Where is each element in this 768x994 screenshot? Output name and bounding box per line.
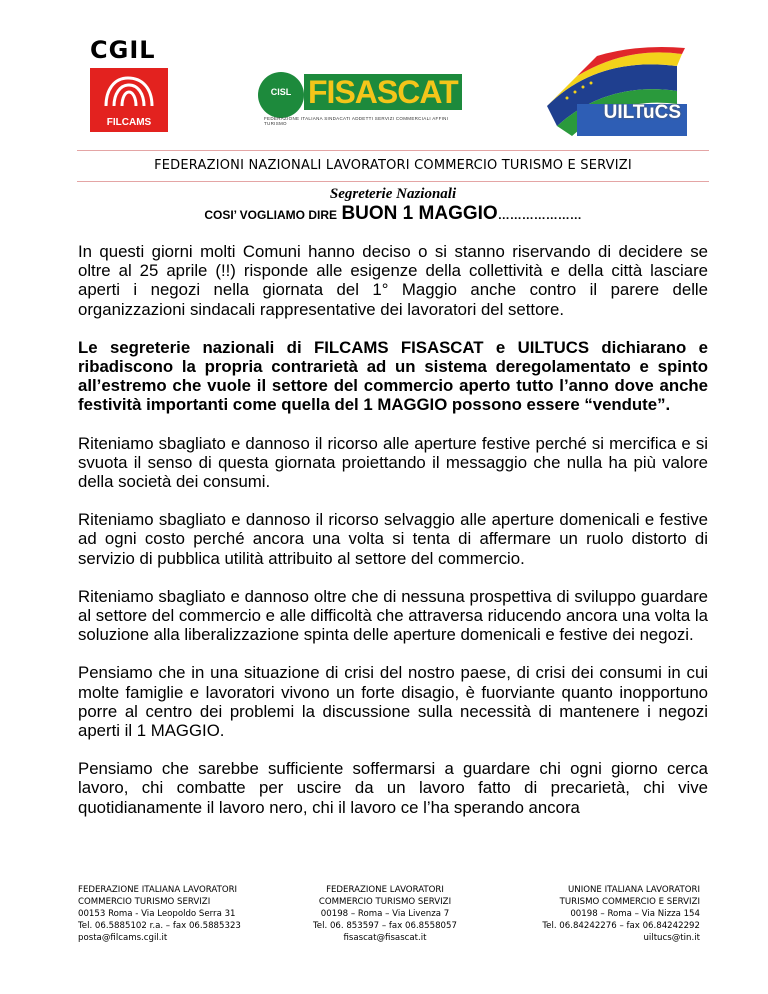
fisascat-logo-sub: FEDERAZIONE ITALIANA SINDACATI ADDETTI SERVIZI COMMERCIALI AFFINI TURISMO bbox=[264, 116, 449, 126]
footer-email: posta@filcams.cgil.it bbox=[78, 933, 168, 943]
headline-prefix: COSI’ VOGLIAMO DIRE bbox=[204, 208, 337, 222]
header-rule-top bbox=[77, 150, 709, 151]
cgil-logo-sub: FILCAMS bbox=[106, 117, 152, 128]
headline-main: BUON 1 MAGGIO bbox=[341, 203, 498, 224]
paragraph: Pensiamo che sarebbe sufficiente soffermarsi a guardare chi ogni giorno cerca lavoro, chi combatte per uscire da un lavoro fatto di precarietà, chi vive quotidianamente il lavoro nero, chi il lavoro ce l’ha sperando ancora bbox=[78, 759, 708, 817]
footer-email: uiltucs@tin.it bbox=[643, 933, 700, 943]
footer-filcams: FEDERAZIONE ITALIANA LAVORATORI COMMERCIO TURISMO SERVIZI 00153 Roma - Via Leopoldo Serra 31 Tel. 06.5885102 r.a. – fax 06.5885323 posta@filcams.cgil.it bbox=[78, 885, 241, 943]
cgil-logo-box bbox=[90, 68, 168, 132]
segreterie-title: Segreterie Nazionali bbox=[329, 186, 457, 202]
paragraph: Pensiamo che in una situazione di crisi del nostro paese, di crisi dei consumi in cui molte famiglie e lavoratori vivono un forte disagio, è fuorviante quanto inopportuno porre al centro dei problemi la discussione sulla necessità di mantenere i negozi aperti il 1 MAGGIO. bbox=[78, 663, 708, 741]
footer-fisascat: FEDERAZIONE LAVORATORI COMMERCIO TURISMO SERVIZI 00198 – Roma – Via Livenza 7 Tel. 06. 853597 – fax 06.8558057 fisascat@fisascat.it bbox=[270, 884, 500, 944]
paragraph-bold: Le segreterie nazionali di FILCAMS FISASCAT e UILTUCS dichiarano e ribadiscono la propria contrarietà ad un sistema deregolamentato e spinto all’estremo che vuole il settore del commercio aperto tutto l’anno dove anche festività importanti come quella del 1 MAGGIO possono essere “vendute”. bbox=[78, 337, 708, 415]
cgil-figures-icon bbox=[100, 72, 158, 108]
federation-title: FEDERAZIONI NAZIONALI LAVORATORI COMMERCIO TURISMO E SERVIZI bbox=[154, 158, 632, 173]
headline-dots: ………………… bbox=[497, 208, 582, 222]
fisascat-logo-title: FISASCAT bbox=[304, 74, 462, 110]
headline bbox=[77, 203, 709, 225]
paragraph: In questi giorni molti Comuni hanno deciso o si stanno riservando di decidere se oltre al 25 aprile (!!) risponde alle esigenze della collettività e della città lasciare aperti i negozi nella giornata del 1° Maggio anche contro il parere delle organizzazioni sindacali rappresentative dei lavoratori del settore. bbox=[78, 242, 708, 319]
paragraph: Riteniamo sbagliato e dannoso oltre che di nessuna prospettiva di sviluppo guardare al settore del commercio e alle difficoltà che attraversa riducendo ancora una volta la soluzione alla liberalizzazione spinta delle aperture domenicali e festive dei negozi. bbox=[78, 586, 708, 645]
cisl-badge: CISL bbox=[258, 72, 304, 118]
cgil-logo bbox=[90, 36, 168, 132]
fisascat-logo bbox=[258, 70, 458, 130]
header-rule-bottom bbox=[77, 181, 709, 182]
uiltucs-logo-title: UILTuCS bbox=[603, 102, 681, 123]
footer-uiltucs: UNIONE ITALIANA LAVORATORI TURISMO COMMERCIO E SERVIZI 00198 – Roma – Via Nizza 154 Tel. 06.84242276 – fax 06.84242292 uiltucs@tin.it bbox=[508, 884, 700, 944]
paragraph: Riteniamo sbagliato e dannoso il ricorso selvaggio alle aperture domenicali e festive ad ogni costo perché ancora una volta si tenta di affermare un ruolo distorto di servizio di pubblica utilità attribuito al settore del commercio. bbox=[78, 510, 708, 568]
paragraph: Riteniamo sbagliato e dannoso il ricorso alle aperture festive perché si mercifica e si svuota il senso di questa giornata proiettando il messaggio che nulla ha più valore della società dei consumi. bbox=[78, 433, 708, 492]
uiltucs-logo bbox=[537, 46, 687, 136]
cgil-logo-title: CGIL bbox=[90, 36, 156, 64]
footer-email: fisascat@fisascat.it bbox=[343, 933, 427, 943]
document-body bbox=[78, 242, 708, 836]
